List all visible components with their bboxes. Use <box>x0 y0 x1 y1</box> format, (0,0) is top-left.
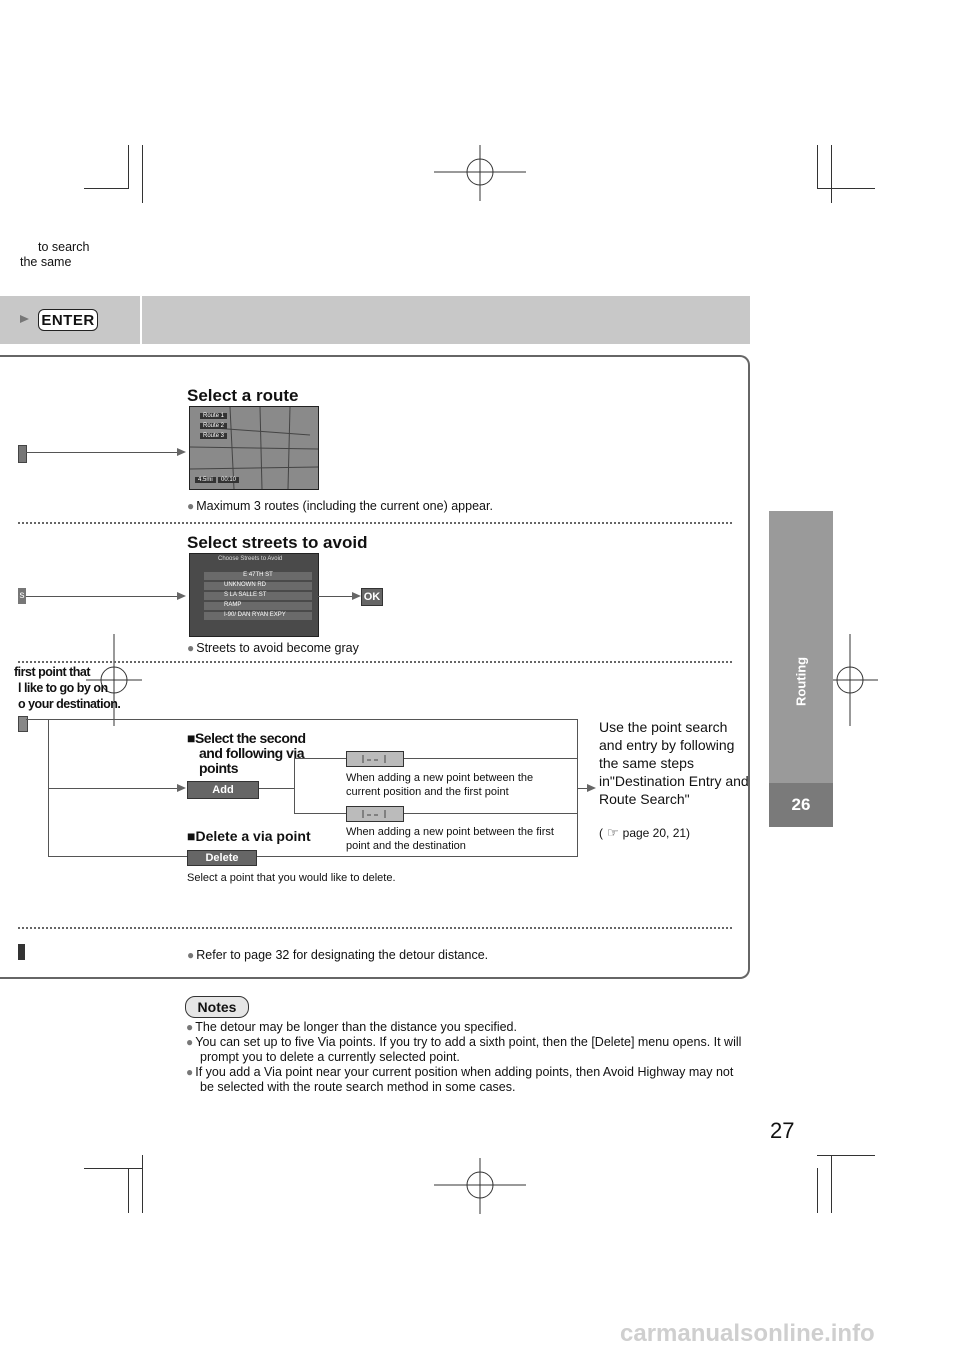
page-reference <box>599 825 690 841</box>
side-tab-number: 26 <box>769 783 833 827</box>
note-text: The detour may be longer than the distance you specified. <box>195 1020 517 1034</box>
route-time: 00:10 <box>218 477 239 483</box>
route-3-item: Route 3 <box>200 433 227 439</box>
via-branch-lower <box>294 813 346 814</box>
top-fragment-line-1: to search <box>38 240 90 254</box>
when-first-text: When adding a new point between the current position and the first point <box>346 772 534 798</box>
avoid-bullet <box>187 641 359 655</box>
via-lower-to-right <box>404 813 578 814</box>
route-distance: 4.5mi <box>195 477 216 483</box>
notes-label: Notes <box>185 996 249 1018</box>
via-left-text-3: o your destination. <box>18 697 121 711</box>
bullet-icon: ● <box>186 1020 194 1034</box>
note-item <box>186 1065 746 1095</box>
watermark: carmanualsonline.info <box>620 1320 875 1347</box>
route-flag-icon <box>355 808 395 820</box>
avoid-screen-image <box>189 553 319 637</box>
delete-note: Select a point that you would like to delete. <box>187 872 396 884</box>
via-branch-vertical <box>294 758 295 814</box>
use-point-search-text: Use the point search and entry by following the same steps in"Destination Entry and Route Search" <box>599 719 749 807</box>
via-left-text-2: l like to go by on <box>18 681 108 695</box>
via-top-connector <box>26 719 578 720</box>
via-point-icon-upper <box>346 751 404 767</box>
route-connector <box>26 452 178 453</box>
delete-via-heading: ■Delete a via point <box>187 828 311 844</box>
route-flag-icon <box>355 753 395 765</box>
side-tab-label: Routing <box>793 656 809 706</box>
select-via-heading-3: points <box>199 760 238 776</box>
avoid-ok-connector <box>318 596 354 597</box>
bullet-icon: ● <box>186 1035 194 1049</box>
via-upper-to-right <box>404 758 578 759</box>
route-bullet <box>187 499 493 513</box>
left-marker <box>18 944 25 960</box>
avoid-left-fragment: s <box>18 588 26 604</box>
pointing-hand-icon: ☞ <box>607 825 619 840</box>
route-bullet-text: Maximum 3 routes (including the current one) appear. <box>196 499 493 513</box>
via-branch-connector <box>258 788 294 789</box>
detour-bullet <box>187 948 488 962</box>
avoid-screen-title: Choose Streets to Avoid <box>218 556 283 562</box>
avoid-row-4: RAMP <box>204 602 312 610</box>
divider <box>18 927 732 929</box>
avoid-row-5: I-90/ DAN RYAN EXPY <box>204 612 312 620</box>
avoid-row-1: E 47TH ST <box>204 572 312 580</box>
via-add-connector <box>48 788 178 789</box>
avoid-row-3: S LA SALLE ST <box>204 592 312 600</box>
registration-mark-top <box>434 145 526 201</box>
enter-button[interactable]: ENTER <box>38 309 98 331</box>
via-left-text-1: first point that <box>14 665 91 679</box>
select-via-heading-1: ■Select the second <box>187 730 306 746</box>
note-text: You can set up to five Via points. If you try to add a sixth point, then the [Delete] menu opens. It will prompt you to delete a currently selected point. <box>195 1035 742 1064</box>
arrow-icon <box>587 784 596 792</box>
select-via-heading-2: and following via <box>199 745 305 761</box>
bullet-icon: ● <box>187 499 195 513</box>
main-flow-box <box>0 355 750 979</box>
left-marker <box>18 445 27 463</box>
ok-button[interactable]: OK <box>361 588 383 606</box>
route-2-item: Route 2 <box>200 423 227 429</box>
note-text: If you add a Via point near your current position when adding points, then Avoid Highway may not be selected with the route search method in some cases. <box>195 1065 734 1094</box>
when-second-text: When adding a new point between the first point and the destination <box>346 826 554 852</box>
note-item <box>186 1035 746 1065</box>
arrow-icon <box>177 592 186 600</box>
avoid-row-2: UNKNOWN RD <box>204 582 312 590</box>
top-fragment-line-2: the same <box>20 255 72 269</box>
page-ref-prefix: ( <box>599 826 603 840</box>
detour-bullet-text: Refer to page 32 for designating the detour distance. <box>196 948 489 962</box>
arrow-icon <box>20 315 29 323</box>
bullet-icon: ● <box>186 1065 194 1079</box>
delete-connector <box>48 856 178 857</box>
avoid-connector <box>26 596 178 597</box>
side-tab <box>769 511 833 827</box>
route-1-item: Route 1 <box>200 413 227 419</box>
route-screen-image <box>189 406 319 490</box>
page-number: 27 <box>770 1118 795 1143</box>
divider <box>18 661 732 663</box>
registration-mark-bottom <box>434 1158 526 1214</box>
avoid-bullet-text: Streets to avoid become gray <box>196 641 359 655</box>
note-item <box>186 1020 746 1035</box>
divider <box>18 522 732 524</box>
add-button[interactable]: Add <box>187 781 259 799</box>
arrow-icon <box>177 784 186 792</box>
via-point-icon-lower <box>346 806 404 822</box>
arrow-icon <box>177 448 186 456</box>
bullet-icon: ● <box>187 948 195 962</box>
header-band <box>0 296 750 344</box>
arrow-icon <box>352 592 361 600</box>
page-ref-text: page 20, 21) <box>622 826 691 840</box>
avoid-heading: Select streets to avoid <box>187 533 368 552</box>
select-route-heading: Select a route <box>187 386 299 405</box>
delete-button[interactable]: Delete <box>187 850 257 866</box>
bullet-icon: ● <box>187 641 195 655</box>
